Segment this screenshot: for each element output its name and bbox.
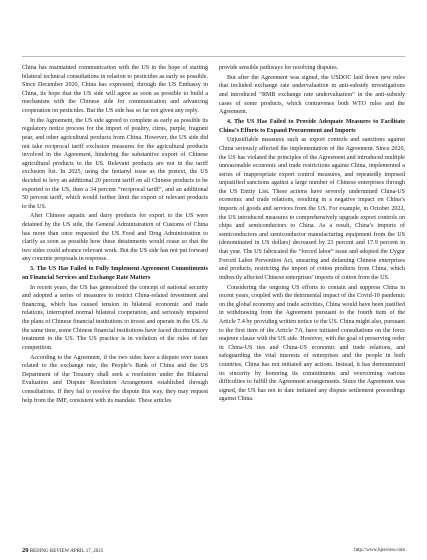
top-rule bbox=[22, 56, 405, 57]
section-heading: 3. The US Has Failed to Fully Implement Agreement Commitments on Financial Services and Exchange Rate Matters bbox=[22, 266, 208, 281]
paragraph: In recent years, the US has generalized the concept of national security and adopted a series of measures to restrict China-related investment and financing, which has caused tension in bilateral economic and trade relations, interrupted normal bilateral cooperation, and seriously impaired the plans of Chinese financial institutions to invest and operate in the US. At the same time, some Chinese financial institutions have faced discriminatory treatment in the US. The US practice is in violation of the rules of fair competition. bbox=[22, 284, 208, 351]
paragraph: provide sensible pathways for resolving disputes. bbox=[219, 65, 339, 71]
right-column bbox=[219, 64, 405, 540]
page-number: 20 bbox=[22, 547, 29, 554]
paragraph: In the Agreement, the US side agreed to complete as early as possible its regulatory notice process for the import of poultry, citrus, purple, fragrant pear, and other agricultural products from China. However, the US side did not take reciprocal tariff exclusion measures for the agricultural products involved in the Agreement, hindering the substantive export of Chinese agricultural products to the US. Relevant products are not in the tariff exclusion list. In 2025, using the fentanyl issue as the pretext, the US decided to levy an additional 20 percent tariff on all Chinese products to be exported to the US, then a 34 percent “reciprocal tariff”, and an additional 50 percent tariff, which would further limit the export of relevant products to the US. bbox=[22, 117, 208, 210]
publication-line: BEIJING REVIEW APRIL 17, 2025 bbox=[29, 549, 104, 554]
paragraph: China has maintained communication with the US in the hope of starting bilateral technical consultations in relation to pesticides as early as possible. Since December 2020, China has expressed, through the US Embassy in China, its hope that the US side will agree as soon as possible to build a mechanism with the Chinese side for communication and advancing cooperation on pesticides. But the US side has so far not given any reply. bbox=[22, 65, 208, 114]
paragraph: Unjustifiable measures such as export controls and sanctions against China seriously affected the implementation of the Agreement. Since 2020, the US has violated the principles of the Agreement and introduced multiple unreasonable economic and trade restrictions against China, implemented a series of inappropriate export control measures, and repeatedly imposed unjustified sanctions against a large number of Chinese enterprises through the US Entity List. These actions have severely undermined China-US economic and trade relations, resulting in a negative impact on China’s imports of goods and services from the US. For example, in October 2022, the US introduced measures to comprehensively upgrade export controls on chips and semiconductors to China. As a result, China’s imports of semiconductors and semiconductor manufacturing equipment from the US (denominated in US dollars) decreased by 23 percent and 17.9 percent in that year. The US fabricated the “forced labor” issue and adopted the Uygur Forced Labor Prevention Act, smearing and defaming Chinese enterprises and products, restricting the import of cotton products from China, which indirectly affected Chinese enterprises’ imports of cotton from the US. bbox=[219, 137, 405, 281]
paragraph: After Chinese aquatic and dairy products for export to the US were detained by the US side, the General Administration of Customs of China has more than once requested the US Food and Drug Administration to clarify as soon as possible how these detainments would cease so that the two sides could advance relevant work. But the US side has not put forward any concrete proposals in response. bbox=[22, 213, 208, 263]
website-url: http://www.bjreview.com bbox=[354, 548, 405, 553]
left-column bbox=[22, 64, 208, 540]
footer-left bbox=[22, 546, 103, 557]
page-footer bbox=[22, 546, 405, 556]
paragraph: Considering the ongoing US efforts to contain and suppress China in recent years, coupled with the detrimental impact of the Covid-19 pandemic on the global economy and trade activities, China would have been justified in withdrawing from the Agreement pursuant to the fourth item of the Article 7.4 by providing written notice to the US. China might also, pursuant to the first item of the Article 7.6, have initiated consultations on the force majeure clause with the US side. However, with the goal of preserving order in China-US ties and China-US economic and trade relations, and safeguarding the vital interests of enterprises and the people in both countries, China has not initiated any actions. Instead, it has demonstrated its sincerity by honoring its commitments and overcoming various difficulties to fulfill the Agreement arrangements. Since the Agreement was signed, the US has not to date initiated any dispute settlement proceedings against China. bbox=[219, 284, 405, 403]
paragraph: According to the Agreement, if the two sides have a dispute over issues related to the exchange rate, the People’s Bank of China and the US Department of the Treasury shall seek a resolution under the Bilateral Evaluation and Dispute Resolution Arrangement established through consultations. If they fail to resolve the dispute this way, they may request help from the IMF, consistent with its mandate. These articles bbox=[22, 354, 208, 404]
paragraph: But after the Agreement was signed, the USDOC laid down new rules that included exchange rate undervaluation in anti-subsidy investigations and introduced “RMB exchange rate undervaluation” in the anti-subsidy cases of some products, which contravenes both WTO rules and the Agreement. bbox=[219, 74, 405, 116]
section-heading: 4. The US Has Failed to Provide Adequate Measures to Facilitate China’s Efforts to Expand Procurement and Imports bbox=[219, 118, 405, 134]
